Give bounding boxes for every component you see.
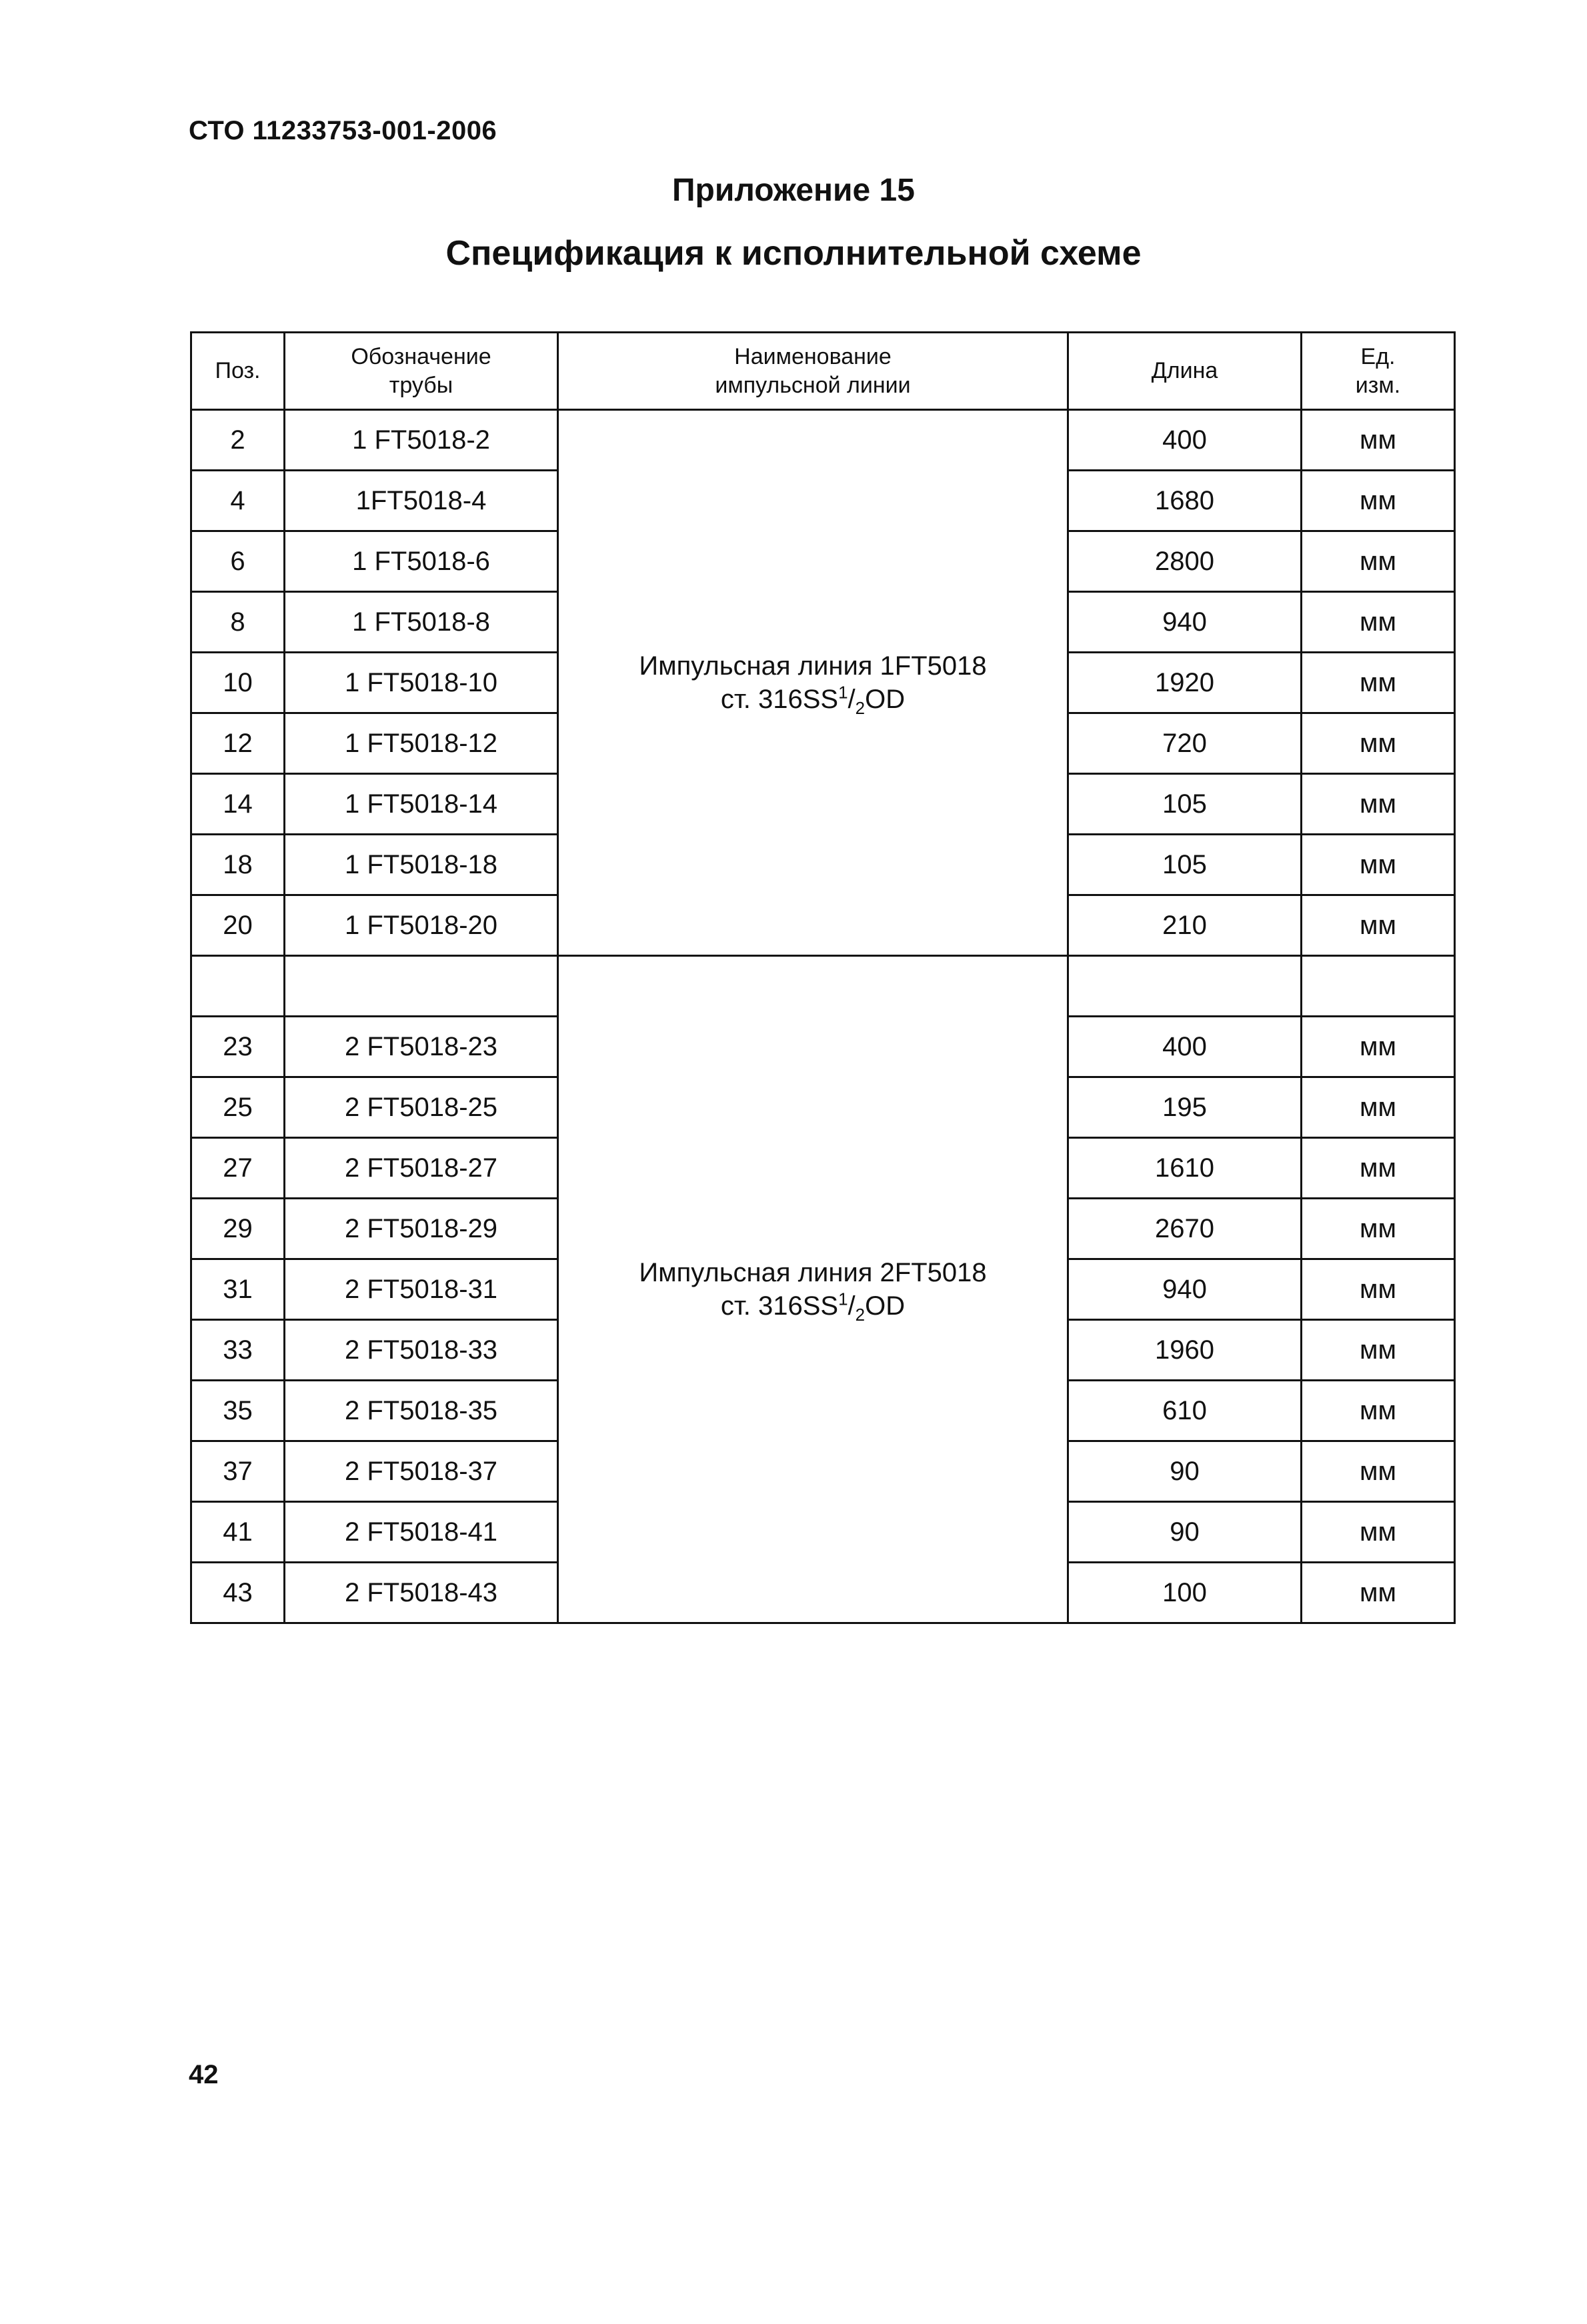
- pipe-cell: 1 FT5018-18: [285, 835, 558, 895]
- unit-cell: мм: [1302, 713, 1455, 774]
- pos-cell: 4: [191, 471, 285, 531]
- length-cell: 210: [1068, 895, 1302, 956]
- pipe-cell: 1 FT5018-12: [285, 713, 558, 774]
- unit-cell: мм: [1302, 1381, 1455, 1441]
- unit-cell: мм: [1302, 774, 1455, 835]
- length-cell: 2670: [1068, 1199, 1302, 1259]
- fraction-slash: /: [848, 685, 856, 714]
- appendix-heading: Приложение 15: [672, 173, 915, 208]
- page-title: Спецификация к исполнительной схеме: [445, 234, 1142, 273]
- unit-cell: мм: [1302, 471, 1455, 531]
- pos-cell: 20: [191, 895, 285, 956]
- pos-cell: 6: [191, 531, 285, 592]
- length-cell: 1610: [1068, 1138, 1302, 1199]
- pos-cell: 2: [191, 410, 285, 471]
- header-pipe-line2: трубы: [389, 372, 453, 398]
- steel-spec-prefix: ст. 316SS: [720, 685, 839, 714]
- line-name-cell: [558, 956, 1068, 1623]
- pos-cell: 33: [191, 1320, 285, 1381]
- unit-cell: мм: [1302, 1017, 1455, 1077]
- fraction-numerator: 1: [838, 1289, 848, 1309]
- unit-cell: мм: [1302, 653, 1455, 713]
- fraction-slash: /: [848, 1291, 856, 1321]
- steel-spec-prefix: ст. 316SS: [720, 1291, 839, 1321]
- length-cell: 105: [1068, 774, 1302, 835]
- length-cell: 940: [1068, 1259, 1302, 1320]
- pos-cell: 41: [191, 1502, 285, 1563]
- length-cell: 105: [1068, 835, 1302, 895]
- pipe-cell: 1 FT5018-20: [285, 895, 558, 956]
- pipe-cell: 1 FT5018-14: [285, 774, 558, 835]
- pos-cell: 23: [191, 1017, 285, 1077]
- length-cell: [1068, 956, 1302, 1017]
- unit-cell: мм: [1302, 592, 1455, 653]
- length-cell: 610: [1068, 1381, 1302, 1441]
- header-name-line1: Наименование: [734, 344, 892, 369]
- pipe-cell: 2 FT5018-37: [285, 1441, 558, 1502]
- length-cell: 90: [1068, 1441, 1302, 1502]
- pos-cell: 37: [191, 1441, 285, 1502]
- pos-cell: 29: [191, 1199, 285, 1259]
- pipe-cell: 1 FT5018-8: [285, 592, 558, 653]
- length-cell: 400: [1068, 1017, 1302, 1077]
- document-code: СТО 11233753-001-2006: [189, 116, 497, 145]
- pos-cell: 14: [191, 774, 285, 835]
- unit-cell: мм: [1302, 1199, 1455, 1259]
- steel-spec-suffix: OD: [865, 1291, 906, 1321]
- header-unit-line1: Ед.: [1360, 344, 1396, 369]
- pos-cell: 8: [191, 592, 285, 653]
- unit-cell: мм: [1302, 1441, 1455, 1502]
- header-pipe: [285, 333, 558, 410]
- unit-cell: [1302, 956, 1455, 1017]
- header-length: Длина: [1068, 333, 1302, 410]
- fraction-numerator: 1: [838, 682, 848, 703]
- pos-cell: 35: [191, 1381, 285, 1441]
- fraction-denominator: 2: [855, 698, 866, 718]
- pipe-cell: 2 FT5018-27: [285, 1138, 558, 1199]
- pipe-cell: 2 FT5018-23: [285, 1017, 558, 1077]
- pipe-cell: 1FT5018-4: [285, 471, 558, 531]
- length-cell: 90: [1068, 1502, 1302, 1563]
- unit-cell: мм: [1302, 835, 1455, 895]
- length-cell: 2800: [1068, 531, 1302, 592]
- pipe-cell: 2 FT5018-31: [285, 1259, 558, 1320]
- header-name: [558, 333, 1068, 410]
- line-name: Импульсная линия 1FT5018: [639, 651, 987, 681]
- pos-cell: [191, 956, 285, 1017]
- length-cell: 195: [1068, 1077, 1302, 1138]
- pos-cell: 43: [191, 1563, 285, 1623]
- unit-cell: мм: [1302, 1563, 1455, 1623]
- specification-table: [190, 331, 1456, 1624]
- header-name-line2: импульсной линии: [715, 372, 911, 398]
- pipe-cell: 2 FT5018-41: [285, 1502, 558, 1563]
- unit-cell: мм: [1302, 1077, 1455, 1138]
- page-number: 42: [189, 2060, 219, 2089]
- length-cell: 1920: [1068, 653, 1302, 713]
- pos-cell: 27: [191, 1138, 285, 1199]
- header-unit: [1302, 333, 1455, 410]
- length-cell: 100: [1068, 1563, 1302, 1623]
- pipe-cell: 1 FT5018-10: [285, 653, 558, 713]
- unit-cell: мм: [1302, 1320, 1455, 1381]
- line-name-cell: [558, 410, 1068, 956]
- unit-cell: мм: [1302, 1259, 1455, 1320]
- steel-spec-suffix: OD: [865, 685, 906, 714]
- pos-cell: 31: [191, 1259, 285, 1320]
- pipe-cell: 2 FT5018-43: [285, 1563, 558, 1623]
- table-row: [191, 956, 1455, 1017]
- length-cell: 720: [1068, 713, 1302, 774]
- pipe-cell: 1 FT5018-6: [285, 531, 558, 592]
- pos-cell: 18: [191, 835, 285, 895]
- pipe-cell: [285, 956, 558, 1017]
- table-row: [191, 410, 1455, 471]
- length-cell: 1680: [1068, 471, 1302, 531]
- pipe-cell: 2 FT5018-25: [285, 1077, 558, 1138]
- length-cell: 940: [1068, 592, 1302, 653]
- unit-cell: мм: [1302, 895, 1455, 956]
- table-header-row: [191, 333, 1455, 410]
- pipe-cell: 1 FT5018-2: [285, 410, 558, 471]
- pipe-cell: 2 FT5018-33: [285, 1320, 558, 1381]
- unit-cell: мм: [1302, 1138, 1455, 1199]
- header-unit-line2: изм.: [1355, 372, 1401, 398]
- pipe-cell: 2 FT5018-29: [285, 1199, 558, 1259]
- length-cell: 1960: [1068, 1320, 1302, 1381]
- pos-cell: 10: [191, 653, 285, 713]
- length-cell: 400: [1068, 410, 1302, 471]
- pipe-cell: 2 FT5018-35: [285, 1381, 558, 1441]
- table-body: [191, 410, 1455, 1623]
- header-pos: Поз.: [191, 333, 285, 410]
- pos-cell: 25: [191, 1077, 285, 1138]
- unit-cell: мм: [1302, 531, 1455, 592]
- line-name: Импульсная линия 2FT5018: [639, 1258, 987, 1287]
- pos-cell: 12: [191, 713, 285, 774]
- unit-cell: мм: [1302, 410, 1455, 471]
- fraction-denominator: 2: [855, 1305, 866, 1325]
- unit-cell: мм: [1302, 1502, 1455, 1563]
- header-pipe-line1: Обозначение: [351, 344, 491, 369]
